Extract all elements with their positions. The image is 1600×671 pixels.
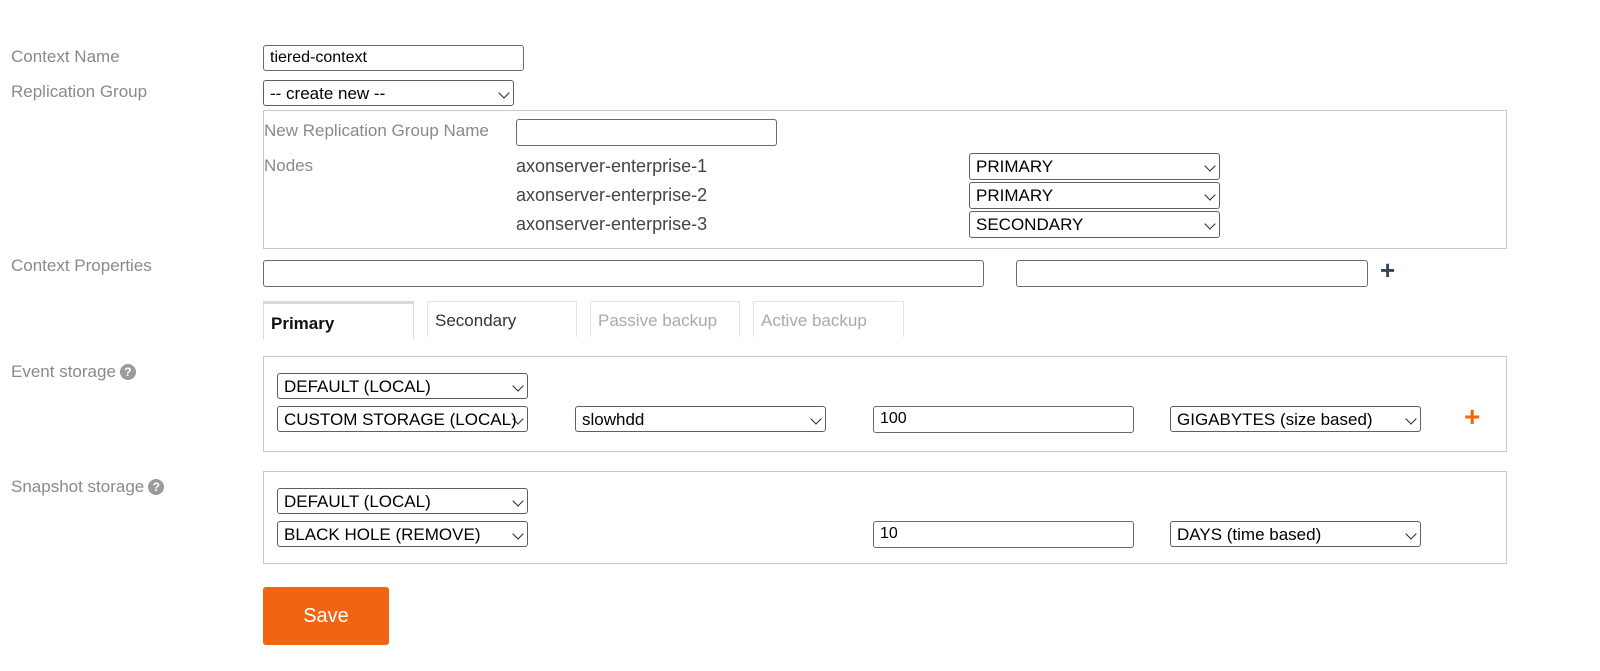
node-role-select-2[interactable] — [969, 182, 1220, 209]
event-default-tier-select[interactable] — [277, 373, 528, 399]
event-default-tier-value: DEFAULT (LOCAL) — [284, 377, 431, 396]
chevron-down-icon — [1204, 189, 1215, 200]
replication-group-select[interactable] — [263, 80, 514, 106]
context-name-label: Context Name — [11, 47, 120, 66]
replication-group-label: Replication Group — [11, 82, 148, 101]
chevron-down-icon — [512, 528, 523, 539]
node-role-select-1[interactable] — [969, 153, 1220, 180]
snapshot-second-tier-value: BLACK HOLE (REMOVE) — [284, 525, 481, 544]
save-button[interactable]: Save — [263, 587, 389, 645]
question-circle-icon[interactable]: ? — [120, 364, 136, 380]
question-circle-icon[interactable]: ? — [148, 479, 164, 495]
context-properties-label: Context Properties — [11, 256, 152, 275]
node-role-value: PRIMARY — [976, 186, 1054, 205]
chevron-down-icon — [512, 380, 523, 391]
snapshot-storage-panel — [263, 471, 1507, 564]
tab-primary[interactable]: Primary — [263, 301, 414, 339]
node-name-1: axonserver-enterprise-1 — [516, 156, 708, 176]
chevron-down-icon — [1204, 160, 1215, 171]
snapshot-storage-label — [11, 477, 164, 497]
snapshot-unit-value: DAYS (time based) — [1177, 525, 1322, 544]
snapshot-default-tier-select[interactable] — [277, 488, 528, 514]
event-custom-tier-select[interactable] — [277, 406, 528, 432]
snapshot-second-tier-select[interactable] — [277, 521, 528, 547]
snapshot-storage-label-text: Snapshot storage — [11, 477, 145, 496]
event-unit-select[interactable] — [1170, 406, 1421, 432]
node-role-value: SECONDARY — [976, 215, 1084, 234]
property-value-input[interactable] — [1016, 260, 1368, 287]
snapshot-amount-input[interactable]: 10 — [873, 521, 1134, 548]
new-replication-group-name-input[interactable] — [516, 119, 777, 146]
event-storage-label — [11, 362, 136, 382]
event-custom-tier-value: CUSTOM STORAGE (LOCAL) — [284, 410, 517, 429]
event-storage-name-value: slowhdd — [582, 410, 645, 429]
chevron-down-icon — [1405, 413, 1416, 424]
context-name-input[interactable]: tiered-context — [263, 45, 524, 71]
node-role-value: PRIMARY — [976, 157, 1054, 176]
chevron-down-icon — [1405, 528, 1416, 539]
property-key-input[interactable] — [263, 260, 984, 287]
event-storage-panel — [263, 356, 1507, 452]
tab-secondary[interactable]: Secondary — [427, 301, 577, 337]
chevron-down-icon — [512, 495, 523, 506]
event-storage-name-select[interactable] — [575, 406, 826, 432]
add-event-tier-plus-icon[interactable]: + — [1464, 401, 1481, 432]
tab-passive-backup[interactable]: Passive backup — [590, 301, 740, 337]
node-role-select-3[interactable] — [969, 211, 1220, 238]
add-property-plus-icon[interactable]: + — [1380, 255, 1396, 285]
replication-group-selected: -- create new -- — [270, 84, 386, 103]
nodes-label: Nodes — [264, 156, 314, 175]
snapshot-default-tier-value: DEFAULT (LOCAL) — [284, 492, 431, 511]
snapshot-unit-select[interactable] — [1170, 521, 1421, 547]
chevron-down-icon — [1204, 218, 1215, 229]
chevron-down-icon — [810, 413, 821, 424]
event-amount-input[interactable]: 100 — [873, 406, 1134, 433]
node-name-2: axonserver-enterprise-2 — [516, 185, 708, 205]
chevron-down-icon — [498, 87, 509, 98]
node-name-3: axonserver-enterprise-3 — [516, 214, 708, 234]
event-unit-value: GIGABYTES (size based) — [1177, 410, 1373, 429]
event-storage-label-text: Event storage — [11, 362, 116, 381]
new-replication-group-name-label: New Replication Group Name — [264, 121, 489, 140]
tab-active-backup[interactable]: Active backup — [753, 301, 904, 337]
